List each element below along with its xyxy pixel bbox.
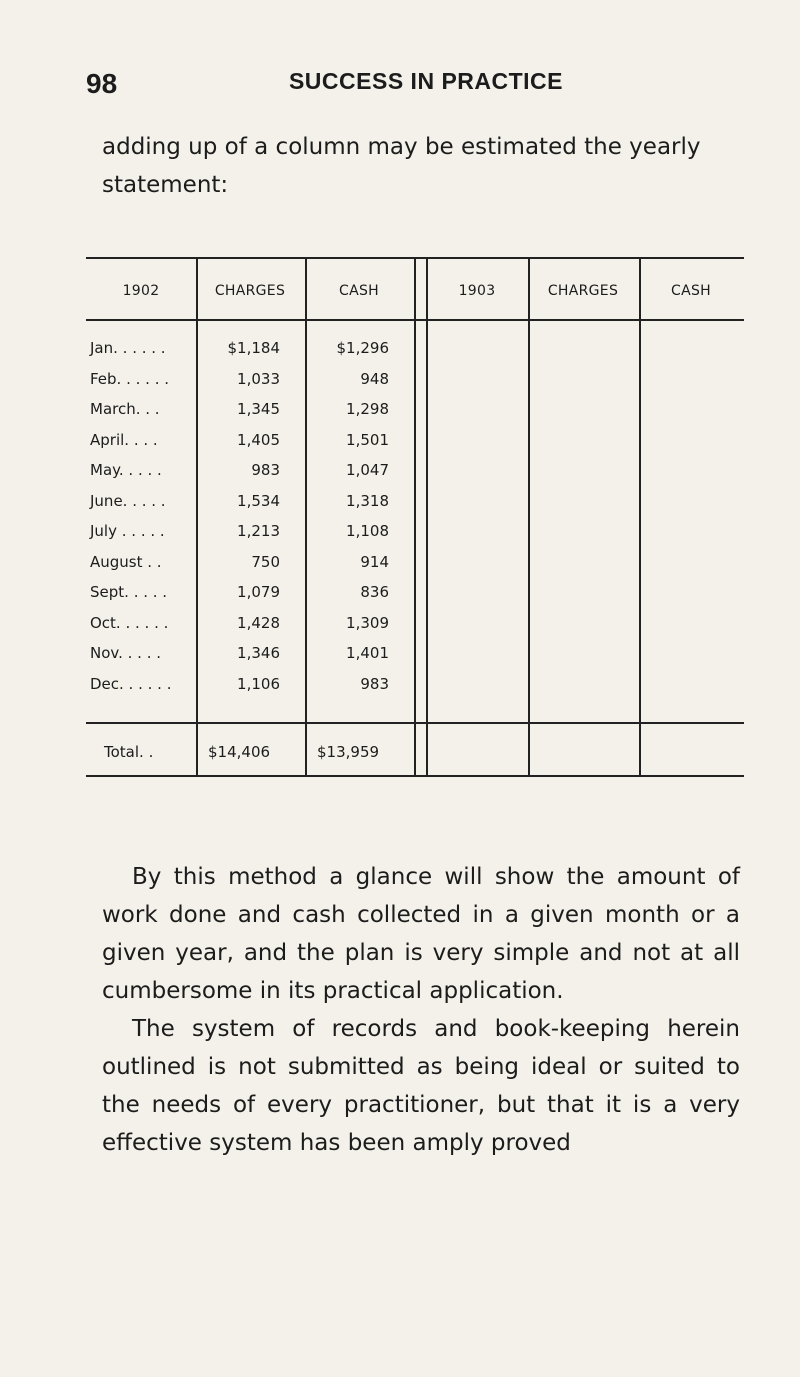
table-row-charges: 1,106 <box>237 674 280 693</box>
table-row-cash: 1,318 <box>346 491 389 510</box>
table-row-charges: 750 <box>251 552 280 571</box>
table-row-month: August . . <box>90 552 162 571</box>
table-row-month: Nov. . . . . <box>90 644 162 662</box>
table-header-3: 1903 <box>458 283 496 299</box>
total-label: Total. . <box>104 743 154 761</box>
table-header-2: CASH <box>339 283 379 299</box>
table-header-1: CHARGES <box>214 283 286 299</box>
table-row-charges: 1,345 <box>237 400 280 418</box>
table-row-charges: 1,033 <box>237 369 280 388</box>
body-paragraph-2: The system of records and book-keeping herein outlined is not submitted as being ideal or suited to the needs of every practitioner, but that it is a very effective system has been amply proved <box>102 1016 740 1156</box>
table-row-charges: $1,184 <box>227 339 280 357</box>
table-row-cash: 1,501 <box>346 430 389 449</box>
yearly-statement-table <box>86 257 744 797</box>
table-column-rule <box>528 257 530 775</box>
table-row-cash: 1,401 <box>346 644 389 662</box>
total-charges: $14,406 <box>208 743 271 761</box>
table-header-4: CHARGES <box>547 283 619 299</box>
table-row-charges: 1,428 <box>237 613 280 632</box>
table-column-rule <box>414 257 416 775</box>
table-row-month: March. . . <box>90 400 160 418</box>
table-row-cash: 1,309 <box>346 613 389 632</box>
table-column-rule <box>196 257 198 775</box>
table-row-cash: $1,296 <box>336 339 389 357</box>
table-row-cash: 983 <box>360 674 389 693</box>
table-row-charges: 1,534 <box>237 491 280 510</box>
table-row-month: Jan. . . . . . <box>90 339 166 357</box>
table-row-month: July . . . . . <box>90 522 165 540</box>
table-header-0: 1902 <box>122 283 160 299</box>
page-header <box>86 68 726 108</box>
body-paragraph-1: By this method a glance will show the amount of work done and cash collected in a given month or a given year, and the plan is very simple and not at all cumbersome in its practical application. <box>102 864 740 1004</box>
intro-paragraph: adding up of a column may be estimated the yearly statement: <box>102 134 701 198</box>
table-row-charges: 983 <box>251 461 280 479</box>
table-row-month: May. . . . . <box>90 461 162 479</box>
table-column-rule <box>426 257 428 775</box>
table-row-cash: 836 <box>360 583 389 601</box>
table-column-rule <box>305 257 307 775</box>
table-row-month: Feb. . . . . . <box>90 369 170 388</box>
table-row-month: Oct. . . . . . <box>90 613 169 632</box>
table-row-month: April. . . . <box>90 430 158 449</box>
table-row-cash: 1,047 <box>346 461 389 479</box>
table-row-charges: 1,213 <box>237 522 280 540</box>
table-row-cash: 1,298 <box>346 400 389 418</box>
table-row-month: Dec. . . . . . <box>90 674 172 693</box>
page-number: 98 <box>86 68 118 99</box>
table-row-charges: 1,346 <box>237 644 280 662</box>
table-bottom-rule <box>86 775 744 777</box>
table-row-month: Sept. . . . . <box>90 583 168 601</box>
table-header-5: CASH <box>671 283 711 299</box>
table-row-cash: 1,108 <box>346 522 389 540</box>
total-cash: $13,959 <box>317 743 380 761</box>
table-row-month: June. . . . . <box>90 491 166 510</box>
table-row-cash: 948 <box>360 369 389 388</box>
running-title: SUCCESS IN PRACTICE <box>288 68 564 94</box>
table-row-cash: 914 <box>360 552 389 571</box>
table-row-charges: 1,079 <box>237 583 280 601</box>
table-row-charges: 1,405 <box>237 430 280 449</box>
table-column-rule <box>639 257 641 775</box>
